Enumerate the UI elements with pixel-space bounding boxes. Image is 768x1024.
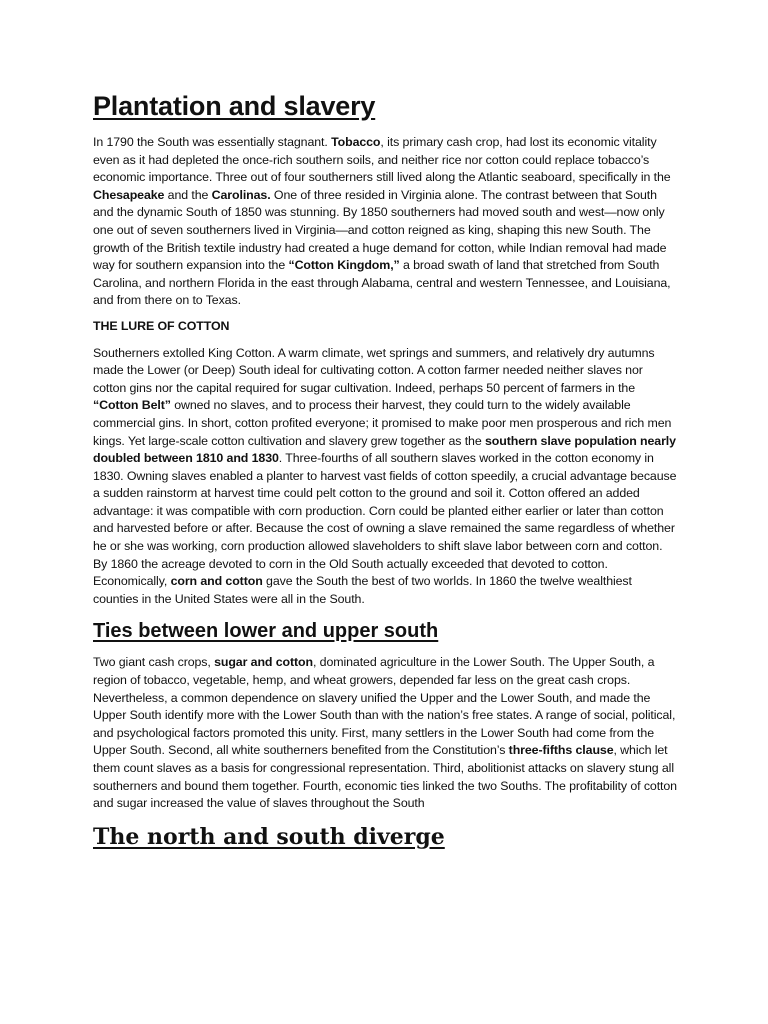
section-heading-ties: Ties between lower and upper south	[93, 620, 439, 643]
text-run: , which let them count slaves as a basis for congressional representation. Third, abolitionist attacks on slavery stung all southerners and bound them together. Fourth, economic ties linked the two Souths. The profitability of cotton and sugar increased the value of slaves throughout the South	[93, 743, 677, 811]
paragraph-ties	[93, 654, 678, 812]
text-run: One of three resided in Virginia alone. The contrast between that South and the dynamic South of 1850 was stunning. By 1850 southerners had moved south and west—now only one out of seven southerners lived in Virginia—and cotton reigned as king, shaping this new South. The growth of the British textile industry had created a huge demand for cotton, while Indian removal had made way for southern expansion into the	[93, 187, 667, 273]
text-run: owned no slaves, and to process their harvest, they could turn to the widely available commercial gins. In short, cotton profited everyone; it promised to make poor men prosperous and rich men kings. Yet large-scale cotton cultivation and slavery grew together as the	[93, 398, 672, 448]
paragraph-intro	[93, 134, 678, 310]
text-run: . Three-fourths of all southern slaves worked in the cotton economy in 1830. Owning slaves enabled a planter to harvest vast fields of cotton speedily, a crucial advantage because a sudden rainstorm at harvest time could pelt cotton to the ground and soil it. Cotton offered an added advantage: it was compatible with corn production. Corn could be planted either earlier or later than cotton and harvested before or after. Because the cost of owning a slave remained the same regardless of whether he or she was working, corn production allowed slaveholders to shift slave labor between corn and cotton. By 1860 the acreage devoted to corn in the Old South actually exceeded that devoted to cotton. Economically,	[93, 451, 677, 589]
text-run: gave the South the best of two worlds. In 1860 the twelve wealthiest counties in the United States were all in the South.	[93, 574, 632, 606]
text-run: , its primary cash crop, had lost its economic vitality even as it had depleted the once-rich southern soils, and neither rice nor cotton could replace tobacco’s economic importance. Three out of four southerners still lived along the Atlantic seaboard, specifically in the	[93, 135, 671, 185]
bold-phrase: corn and cotton	[170, 574, 263, 589]
bold-phrase: sugar and cotton	[214, 655, 313, 670]
text-run: , dominated agriculture in the Lower South. The Upper South, a region of tobacco, vegetable, hemp, and wheat growers, depended far less on the great cash crops. Nevertheless, a common dependence on slavery unified the Upper and the Lower South, and made the Upper South identify more with the Lower South than with the nation’s free states. A range of social, political, and psychological factors promoted this unity. First, many settlers in the Lower South had come from the Upper South. Second, all white southerners benefited from the Constitution’s	[93, 655, 676, 758]
text-run: Two giant cash crops,	[93, 655, 215, 670]
bold-phrase: southern slave population nearly doubled between 1810 and 1830	[93, 433, 676, 466]
bold-phrase: “Cotton Kingdom,”	[288, 258, 400, 273]
paragraph-king-cotton	[93, 345, 678, 609]
page-title: Plantation and slavery	[93, 91, 376, 121]
bold-phrase: “Cotton Belt”	[93, 398, 171, 413]
section-heading-diverge: The north and south diverge	[93, 823, 445, 850]
text-run: In 1790 the South was essentially stagnant.	[93, 135, 332, 149]
bold-phrase: three-fifths clause	[508, 743, 614, 758]
section-heading-lure-of-cotton: THE LURE OF COTTON	[93, 318, 230, 333]
text-run: Southerners extolled King Cotton. A warm climate, wet springs and summers, and relatively dry autumns made the Lower (or Deep) South ideal for cultivating cotton. A cotton farmer needed neither slaves nor cotton gins nor the capital required for sugar cultivation. Indeed, perhaps 50 percent of farmers in the	[93, 345, 655, 395]
text-run: and the	[164, 187, 212, 202]
text-run: a broad swath of land that stretched from South Carolina, and northern Florida in the east through Alabama, central and western Tennessee, and Louisiana, and from there on to Texas.	[93, 258, 671, 308]
bold-phrase: Carolinas.	[211, 187, 271, 202]
bold-phrase: Tobacco	[331, 135, 381, 149]
bold-phrase: Chesapeake	[93, 187, 165, 202]
